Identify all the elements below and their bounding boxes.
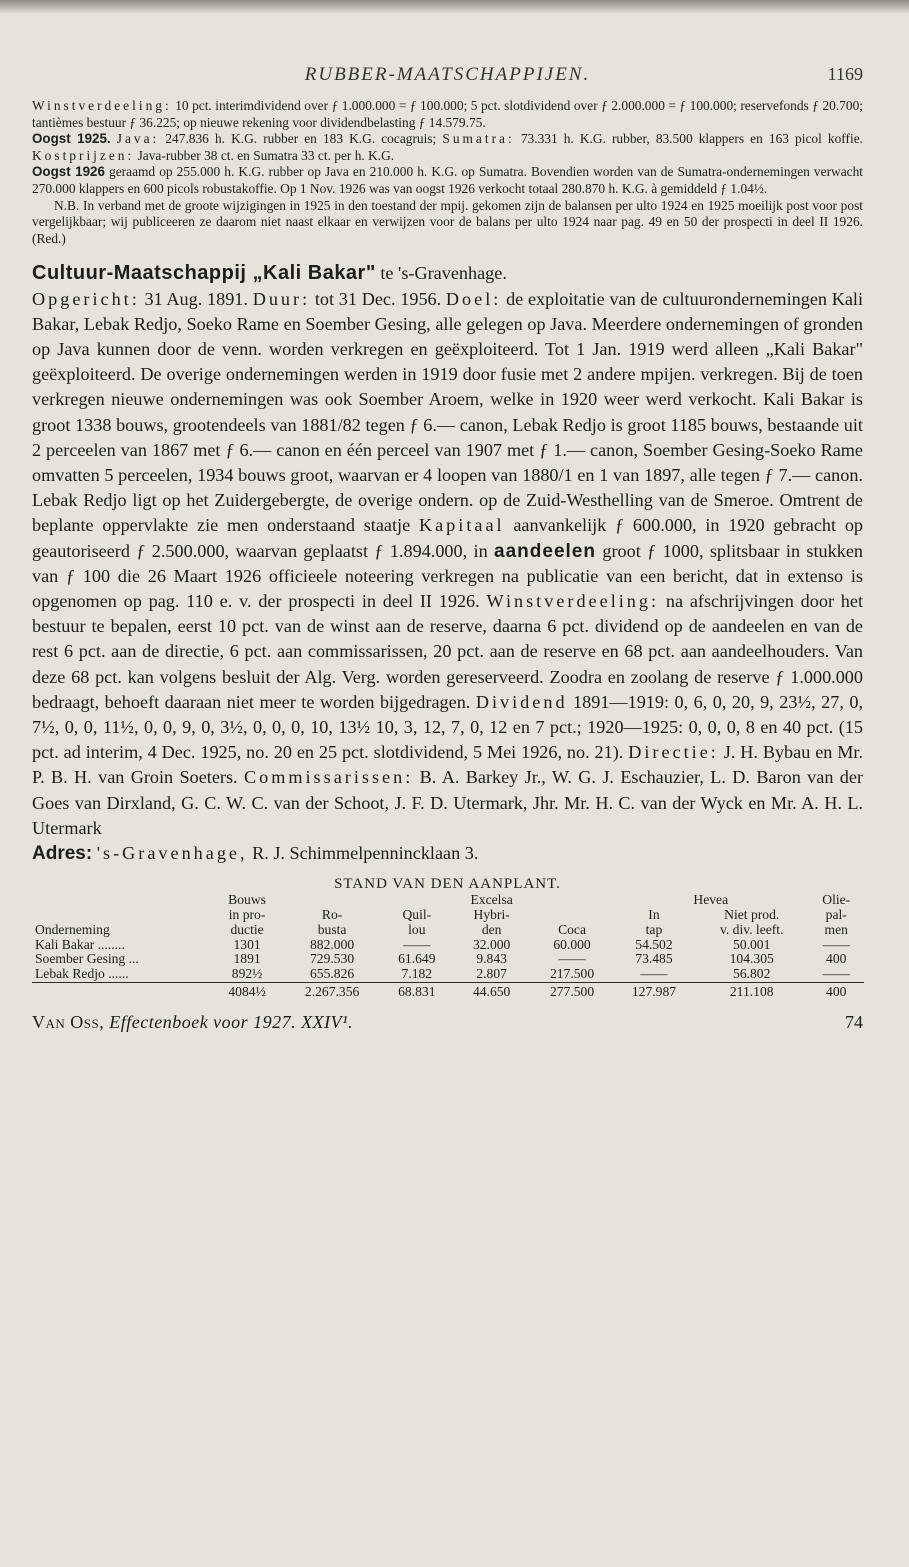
cell-niet-prod: 56.802 bbox=[733, 966, 771, 982]
header-empty bbox=[531, 893, 613, 908]
header-quillou-bot: lou bbox=[408, 921, 426, 937]
directie-text: J. H. Bybau en Mr. P. B. H. van Groin Soeters. bbox=[32, 742, 864, 788]
kapitaal-label: Kapitaal bbox=[418, 515, 505, 536]
oogst-1925-sumatra-text: 73.331 h. K.G. rubber, 83.500 klappers en 163 picol koffie. bbox=[520, 131, 863, 147]
header-hevea: Hevea bbox=[693, 892, 729, 908]
commissarissen-text: B. A. Barkey Jr., W. G. J. Eschauzier, L. D. Baron van der Goes van Dirxland, G. C. W. C. van der Schoot, J. F. D. Utermark, Jhr. Mr. H. C. van der Wyck en Mr. A. H. L. Utermark bbox=[32, 767, 864, 838]
kapitaal-text: aanvankelijk ƒ 600.000, in 1920 gebracht op geautoriseerd ƒ 2.500.000, waarvan geplaatst ƒ 1.894.000, in bbox=[32, 515, 864, 561]
dividend-text: 1891—1919: 0, 6, 0, 20, 9, 23½, 27, 0, 7½, 0, 0, 11½, 0, 0, 9, 0, 3½, 0, 0, 0, 10, 13½ 10, 3, 12, 7, 0, 12 en 7 pct.; 1920—1925: 0, 0, 0, 8 en 40 pct. (15 pct. ad interim, 4 Dec. 1925, no. 20 en 25 pct. slotdividend, 5 Mei 1926, no. 21). bbox=[32, 691, 864, 763]
oogst-1925-java-text: 247.836 h. K.G. rubber en 183 K.G. cocagruis; bbox=[165, 131, 437, 147]
aanplant-table bbox=[32, 893, 864, 1000]
header-onderneming: Onderneming bbox=[35, 921, 110, 937]
cell-hybriden: 9.843 bbox=[476, 951, 507, 967]
table-row bbox=[32, 938, 864, 953]
cell-quillou: 7.182 bbox=[401, 966, 433, 982]
company-name: Cultuur-Maatschappij „Kali Bakar" bbox=[32, 262, 376, 285]
cell-robusta: 655.826 bbox=[310, 966, 355, 982]
adres-text: R. J. Schimmelpennincklaan 3. bbox=[252, 843, 479, 864]
cell-niet-prod: 104.305 bbox=[729, 951, 774, 967]
duur-label: Duur: bbox=[252, 288, 311, 309]
header-in-bot: tap bbox=[645, 921, 663, 937]
total-in-tap: 127.987 bbox=[613, 983, 695, 1000]
table-totals-row bbox=[32, 983, 864, 1000]
header-robusta-bot: busta bbox=[317, 921, 347, 937]
company-location: te 's-Gravenhage. bbox=[380, 263, 507, 284]
adres-label: Adres: bbox=[32, 843, 93, 865]
table-row bbox=[32, 967, 864, 982]
cell-oliepalmen: —— bbox=[822, 966, 850, 982]
cell-hybriden: 2.807 bbox=[476, 966, 507, 982]
header-coca: Coca bbox=[558, 921, 586, 937]
company-heading bbox=[32, 261, 863, 286]
cell-bouws: 1301 bbox=[233, 936, 261, 952]
total-coca: 277.500 bbox=[531, 983, 613, 1000]
header-empty bbox=[381, 893, 452, 908]
header-hybriden-top: Hybri- bbox=[473, 907, 510, 923]
cell-hybriden: 32.000 bbox=[472, 936, 511, 952]
table-header-row-1 bbox=[32, 893, 864, 908]
oogst-1926-paragraph bbox=[32, 164, 863, 197]
header-hybriden-bot: den bbox=[481, 921, 502, 937]
winstverdeeling-paragraph bbox=[32, 98, 863, 131]
cell-name: Lebak Redjo ...... bbox=[35, 966, 129, 982]
total-quillou: 68.831 bbox=[381, 983, 452, 1000]
page-number: 1169 bbox=[827, 64, 863, 84]
header-empty bbox=[531, 908, 613, 923]
opgericht-label: Opgericht: bbox=[32, 288, 140, 309]
cell-oliepalmen: 400 bbox=[826, 951, 847, 967]
dividend-label: Dividend bbox=[475, 691, 568, 712]
footer-book-title: Effectenboek voor 1927. XXIV¹. bbox=[109, 1011, 354, 1032]
winstverdeeling-label: Winstverdeeling: bbox=[32, 98, 172, 113]
company-body bbox=[32, 287, 863, 841]
header-bouws-sub: in pro- bbox=[228, 907, 266, 923]
oogst-1926-text: geraamd op 255.000 h. K.G. rubber op Java en 210.000 h. K.G. op Sumatra. Bovendien worden van de Sumatra-ondernemingen verwacht 270.000 klappers en 600 picols robustakoffie. Op 1 Nov. 1926 was van oogst 1926 verkocht totaal 280.870 h. K.G. à gemiddeld ƒ 1.04½. bbox=[32, 164, 863, 196]
total-niet-prod: 211.108 bbox=[695, 983, 809, 1000]
header-olie-top: Olie- bbox=[822, 892, 851, 908]
doel-text: de exploitatie van de cultuurondernemingen Kali Bakar, Lebak Redjo, Soeko Rame en Soember Gesing, alle gelegen op Java. Meerdere ondernemingen of gronden op Java kunnen door de venn. worden verkregen en geëxploiteerd. Tot 1 Jan. 1919 werd alleen „Kali Bakar" geëxploiteerd. De overige ondernemingen werden in 1919 door fusie met 2 andere mpijen. verkregen. Bij de toen verkregen nieuwe ondernemingen was ook Soember Aroem, welke in 1920 weer werd verkocht. Kali Bakar is groot 1338 bouws, grootendeels van 1881/82 tegen ƒ 6.— canon, Lebak Redjo is groot 1185 bouws, bestaande uit 2 perceelen van 1867 met ƒ 6.— canon en één perceel van 1907 met ƒ 1.— canon, Soember Gesing-Soeko Rame omvatten 5 perceelen, 1934 bouws groot, waarvan er 4 loopen van 1880/1 en 1 van 1897, alle tegen ƒ 7.— canon. Lebak Redjo ligt op het Zuidergebergte, de overige ondern. op de Zuid-Westhelling van de Smeroe. Omtrent de beplante oppervlakte zie men onderstaand staatje bbox=[32, 288, 864, 536]
total-bouws: 4084½ bbox=[211, 983, 282, 1000]
cell-name: Kali Bakar ........ bbox=[35, 936, 125, 952]
company-entry bbox=[32, 261, 863, 866]
cell-quillou: 61.649 bbox=[398, 951, 436, 967]
header-empty bbox=[32, 893, 211, 908]
java-label: Java: bbox=[116, 131, 160, 147]
cell-in-tap: 73.485 bbox=[635, 951, 673, 967]
previous-company-section bbox=[32, 98, 863, 247]
cell-name: Soember Gesing ... bbox=[35, 951, 139, 967]
sumatra-label: Sumatra: bbox=[442, 131, 515, 147]
aandeelen-text: groot ƒ 1000, splitsbaar in stukken van ƒ 100 die 26 Maart 1926 officieele noteering verkregen na publicatie van een bericht, dat in extenso is opgenomen op pag. 110 e. v. der prospecti in deel II 1926. bbox=[32, 540, 864, 611]
oogst-1925-paragraph bbox=[32, 131, 863, 164]
adres-line bbox=[32, 841, 863, 866]
duur-value: tot 31 Dec. 1956. bbox=[314, 288, 442, 309]
header-niet-bot: v. div. leeft. bbox=[719, 921, 784, 937]
header-empty bbox=[283, 893, 382, 908]
header-niet-top: Niet prod. bbox=[724, 907, 780, 923]
cell-coca: 217.500 bbox=[549, 966, 595, 982]
nb-paragraph: N.B. In verband met de groote wijzigingen in 1925 in den toestand der mpij. gekomen zijn de balansen per ulto 1924 en 1925 moeilijk post voor post vergelijkbaar; wij publiceeren ze daarom niet naast elkaar en verwijzen voor de balans per ulto 1924 naar pag. 49 en 50 der prospecti in deel II 1926. (Red.) bbox=[32, 197, 863, 246]
cell-bouws: 1891 bbox=[233, 951, 261, 967]
total-oliepalmen: 400 bbox=[809, 983, 865, 1000]
aandeelen-label: aandeelen bbox=[494, 540, 596, 562]
cell-bouws: 892½ bbox=[231, 966, 263, 982]
running-title: RUBBER-MAATSCHAPPIJEN. bbox=[304, 64, 591, 85]
table-header-row-2 bbox=[32, 908, 864, 923]
commissarissen-label: Commissarissen: bbox=[243, 767, 414, 788]
cell-niet-prod: 50.001 bbox=[733, 936, 771, 952]
opgericht-value: 31 Aug. 1891. bbox=[144, 288, 248, 309]
cell-in-tap: —— bbox=[640, 966, 668, 982]
cell-robusta: 729.530 bbox=[310, 951, 355, 967]
winstverdeeling-text: 10 pct. interimdividend over ƒ 1.000.000 = ƒ 100.000; 5 pct. slotdividend over ƒ 2.000.000 = ƒ 100.000; reservefonds ƒ 20.700; tantièmes bestuur ƒ 36.225; op nieuwe rekening voor dividendbelasting ƒ 14.579.75. bbox=[32, 98, 863, 130]
table-row bbox=[32, 952, 864, 967]
oogst-1925-label: Oogst 1925. bbox=[32, 131, 111, 147]
cell-coca: 60.000 bbox=[553, 936, 591, 952]
header-quillou-top: Quil- bbox=[402, 907, 432, 923]
total-robusta: 2.267.356 bbox=[283, 983, 382, 1000]
footer-publisher: Van Oss, bbox=[32, 1011, 105, 1032]
header-olie-bot: men bbox=[824, 921, 848, 937]
page-footer bbox=[32, 1012, 863, 1042]
header-excelsa: Excelsa bbox=[470, 892, 513, 908]
header-bouws-sub2: ductie bbox=[230, 921, 264, 937]
table-title: STAND VAN DEN AANPLANT. bbox=[334, 876, 561, 893]
header-robusta-top: Ro- bbox=[321, 907, 343, 923]
cell-quillou: —— bbox=[403, 936, 431, 952]
cell-coca: —— bbox=[558, 951, 586, 967]
scan-edge bbox=[0, 0, 909, 14]
header-bouws: Bouws bbox=[228, 892, 266, 908]
doel-label: Doel: bbox=[445, 288, 502, 309]
winstverdeeling-text-main: na afschrijvingen door het bestuur te bepalen, eerst 10 pct. van de winst aan de reserve, daarna 6 pct. dividend op de aandeelen en van de rest 6 pct. aan de directie, 6 pct. aan commissarissen, 20 pct. aan de reserve en 68 pct. aan aandeelhouders. Van deze 68 pct. kan volgens besluit der Alg. Verg. worden gereserveerd. Zoodra en zoolang de reserve ƒ 1.000.000 bedraagt, behoeft daaraan niet meer te worden bijgedragen. bbox=[32, 590, 864, 712]
oogst-1926-label: Oogst 1926 bbox=[32, 164, 105, 180]
cell-oliepalmen: —— bbox=[822, 936, 850, 952]
footer-page-mark: 74 bbox=[845, 1011, 863, 1032]
footer-citation bbox=[32, 1012, 353, 1033]
cell-in-tap: 54.502 bbox=[635, 936, 673, 952]
cell-robusta: 882.000 bbox=[310, 936, 355, 952]
kostprijzen-label: Kostprijzen: bbox=[32, 147, 135, 163]
header-olie-mid: pal- bbox=[825, 907, 847, 923]
header-in-top: In bbox=[648, 907, 660, 923]
directie-label: Directie: bbox=[628, 742, 719, 763]
cell-empty bbox=[32, 983, 211, 1000]
page-header bbox=[32, 58, 863, 98]
kostprijzen-text: Java-rubber 38 ct. en Sumatra 33 ct. per h. K.G. bbox=[137, 147, 395, 163]
total-hybriden: 44.650 bbox=[452, 983, 531, 1000]
adres-city: 's-Gravenhage, bbox=[96, 843, 248, 864]
winstverdeeling-label-main: Winstverdeeling: bbox=[486, 590, 660, 611]
